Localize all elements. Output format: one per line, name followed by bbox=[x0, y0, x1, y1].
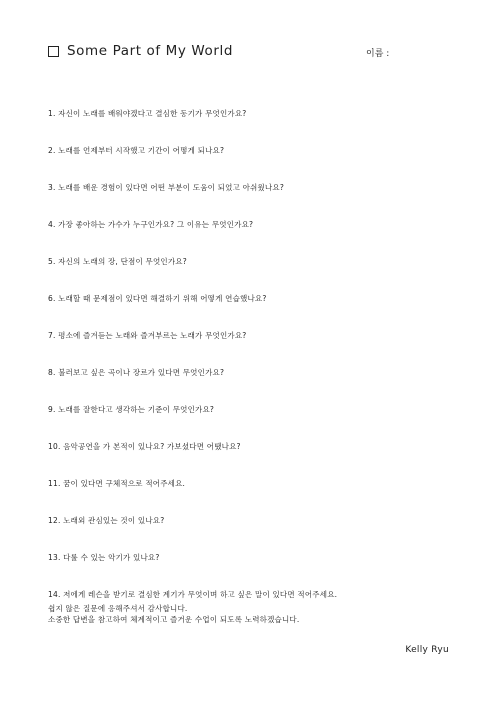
question-item: 10. 음악공연을 가 본적이 있나요? 가보셨다면 어땠나요? bbox=[48, 442, 241, 451]
question-item: 13. 다룰 수 있는 악기가 있나요? bbox=[48, 553, 160, 562]
closing-line: 소중한 답변을 참고하여 체계적이고 즐거운 수업이 되도록 노력하겠습니다. bbox=[48, 615, 300, 624]
question-item: 9. 노래를 잘한다고 생각하는 기준이 무엇인가요? bbox=[48, 405, 215, 414]
question-item: 4. 가장 좋아하는 가수가 누구인가요? 그 이유는 무엇인가요? bbox=[48, 220, 254, 229]
question-item: 8. 불러보고 싶은 곡이나 장르가 있다면 무엇인가요? bbox=[48, 368, 225, 377]
question-item: 14. 저에게 레슨을 받기로 결심한 계기가 무엇이며 하고 싶은 말이 있다면 적어주세요. bbox=[48, 590, 338, 599]
closing-message bbox=[48, 603, 299, 625]
question-item: 11. 꿈이 있다면 구체적으로 적어주세요. bbox=[48, 479, 186, 488]
page-title: Some Part of My World bbox=[67, 43, 234, 59]
name-label: 이름 : bbox=[366, 49, 390, 59]
question-item: 2. 노래를 언제부터 시작했고 기간이 어떻게 되나요? bbox=[48, 146, 225, 155]
header bbox=[48, 43, 448, 63]
question-item: 6. 노래할 때 문제점이 있다면 해결하기 위해 어떻게 연습했나요? bbox=[48, 294, 267, 303]
question-item: 5. 자신의 노래의 장, 단점이 무엇인가요? bbox=[48, 257, 187, 266]
closing-line: 쉽지 않은 질문에 응해주셔서 감사합니다. bbox=[48, 604, 188, 613]
question-item: 12. 노래외 관심있는 것이 있나요? bbox=[48, 516, 165, 525]
author-signature: Kelly Ryu bbox=[405, 645, 449, 655]
question-item: 7. 평소에 즐겨듣는 노래와 즐겨부르는 노래가 무엇인가요? bbox=[48, 331, 247, 340]
checkbox-icon[interactable] bbox=[48, 46, 59, 57]
question-item: 3. 노래를 배운 경험이 있다면 어떤 부분이 도움이 되었고 아쉬웠나요? bbox=[48, 183, 285, 192]
question-item: 1. 자신이 노래를 배워야겠다고 결심한 동기가 무엇인가요? bbox=[48, 109, 247, 118]
